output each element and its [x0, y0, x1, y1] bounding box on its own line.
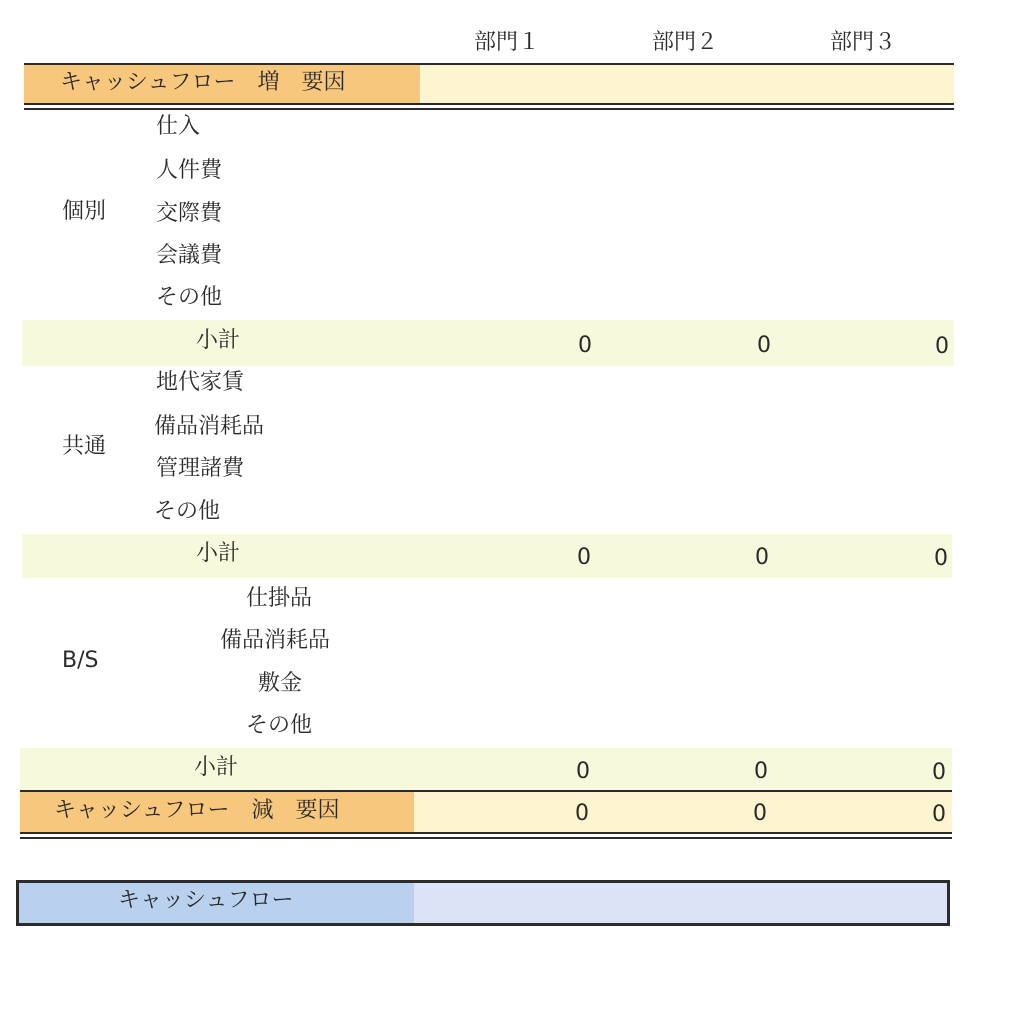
bs-subtotal-label: 小計	[194, 755, 239, 780]
increase-header-label: キャッシュフロー 増 要因	[60, 70, 346, 95]
bs-item: 敷金	[258, 671, 303, 696]
column-header-dept-1: 部門１	[474, 30, 541, 55]
decrease-rule-1	[20, 832, 952, 834]
bs-subtotal-band	[20, 748, 952, 790]
individual-item: 仕入	[156, 114, 201, 139]
decrease-label: キャッシュフロー 減 要因	[54, 798, 340, 823]
common-subtotal-value: 0	[755, 545, 769, 570]
individual-subtotal-label: 小計	[196, 328, 241, 353]
individual-subtotal-value: 0	[935, 334, 949, 359]
cashflow-label: キャッシュフロー	[118, 888, 294, 913]
individual-item: 会議費	[156, 243, 223, 268]
common-item: 地代家賃	[156, 370, 245, 395]
common-item: その他	[154, 499, 221, 524]
common-subtotal-value: 0	[934, 546, 948, 571]
bs-subtotal-value: 0	[932, 760, 946, 785]
bs-subtotal-value: 0	[754, 759, 768, 784]
common-item: 備品消耗品	[154, 414, 265, 439]
individual-subtotal-value: 0	[757, 333, 771, 358]
increase-header-rule-1	[24, 103, 954, 105]
individual-subtotal-value: 0	[578, 333, 592, 358]
common-subtotal-value: 0	[577, 545, 591, 570]
individual-item: 人件費	[156, 158, 223, 183]
common-group-label: 共通	[62, 434, 107, 459]
column-header-dept-2: 部門２	[652, 30, 719, 55]
common-subtotal-label: 小計	[196, 541, 241, 566]
bs-item: 仕掛品	[246, 586, 313, 611]
individual-item: 交際費	[156, 201, 223, 226]
bs-subtotal-value: 0	[576, 759, 590, 784]
common-item: 管理諸費	[156, 456, 245, 481]
decrease-value: 0	[575, 801, 589, 826]
decrease-rule-2	[20, 837, 952, 839]
bs-group-label: B/S	[62, 648, 99, 673]
individual-item: その他	[156, 285, 223, 310]
increase-header-rule-2	[24, 108, 954, 110]
common-subtotal-band	[22, 534, 952, 578]
individual-subtotal-band	[22, 320, 954, 366]
bs-item: その他	[246, 713, 313, 738]
decrease-value: 0	[753, 801, 767, 826]
decrease-value: 0	[932, 802, 946, 827]
column-header-dept-3: 部門３	[830, 30, 897, 55]
individual-group-label: 個別	[62, 199, 107, 224]
bs-item: 備品消耗品	[220, 628, 331, 653]
